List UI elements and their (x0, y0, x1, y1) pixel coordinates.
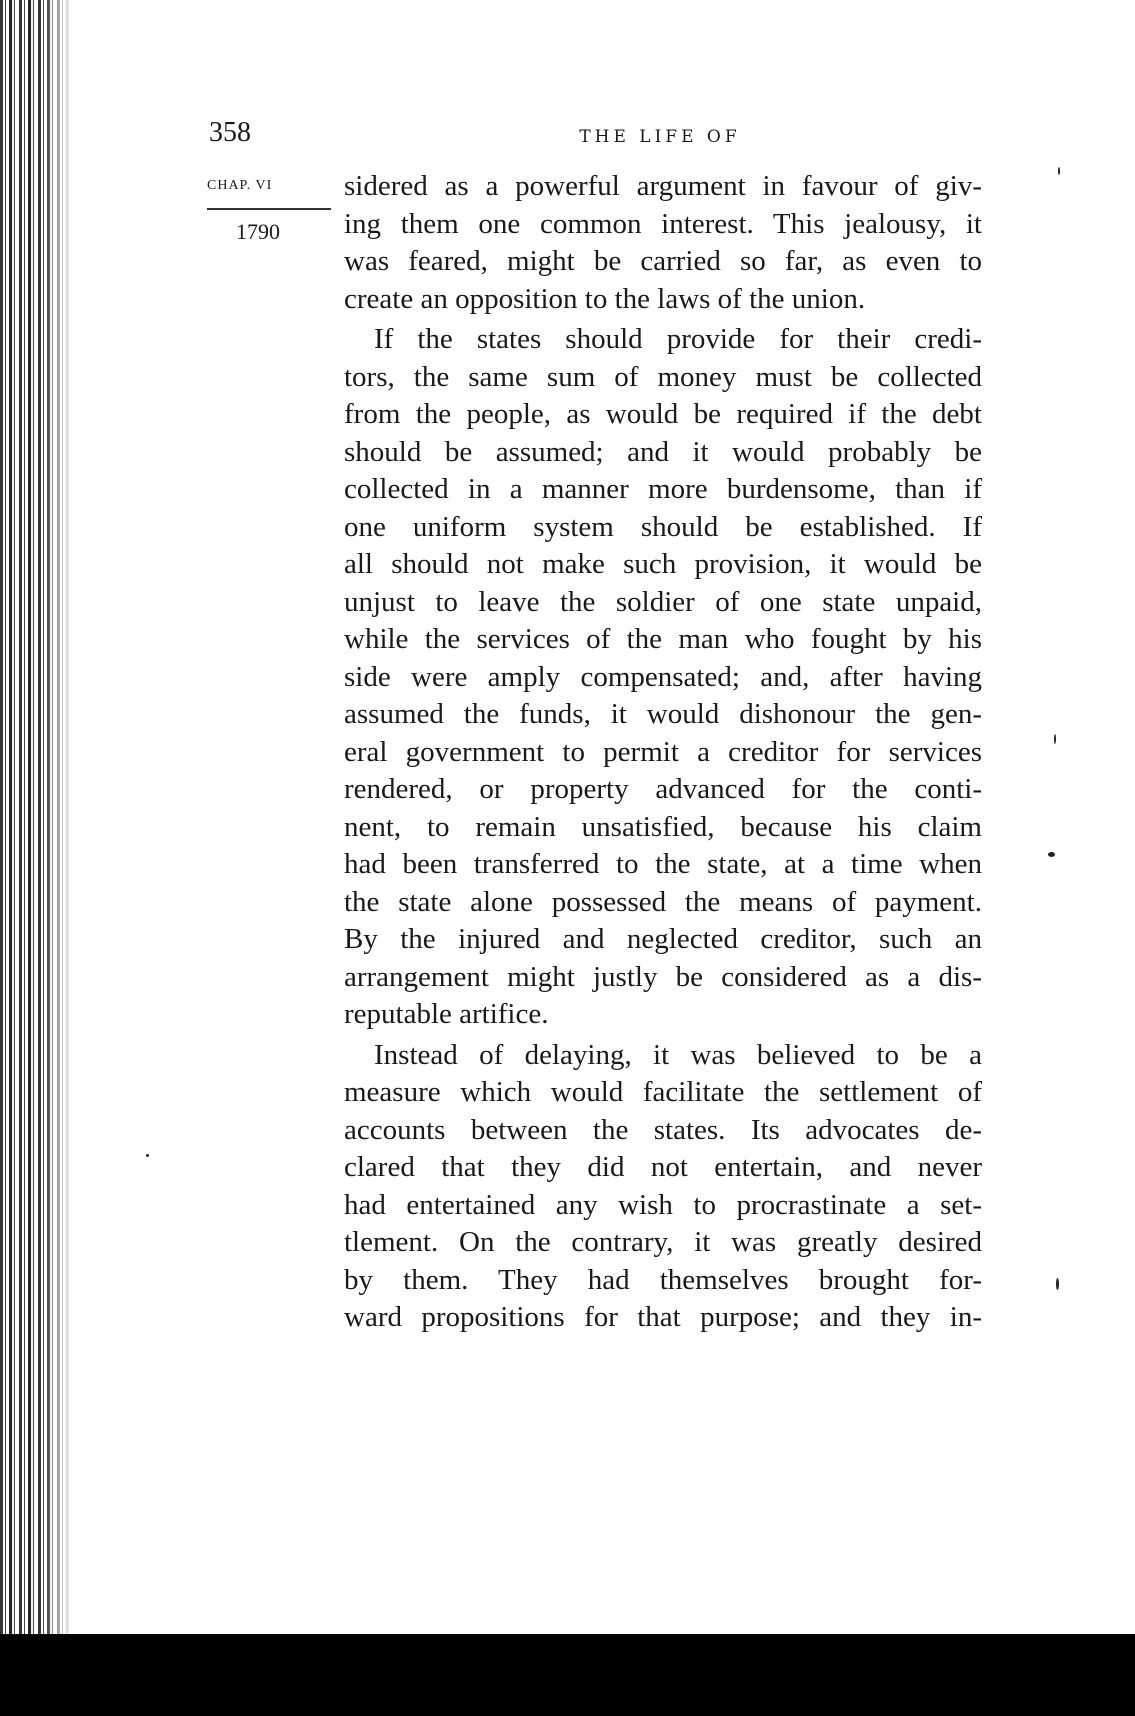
scan-bottom-band (0, 1634, 1135, 1716)
text-line: collected in a manner more burdensome, than if (344, 473, 982, 505)
binding-shadow (42, 0, 72, 1716)
text-line: Instead of delaying, it was believed to be a (374, 1038, 982, 1071)
text-line: the state alone possessed the means of payment. (344, 885, 982, 918)
text-line: one uniform system should be established. If (344, 510, 982, 543)
text-line: by them. They had themselves brought for- (344, 1263, 982, 1296)
text-line: nent, to remain unsatisfied, because his claim (344, 810, 982, 843)
text-line: was feared, might be carried so far, as even to (344, 245, 982, 277)
scan-speck (1056, 1278, 1059, 1290)
text-line: By the injured and neglected creditor, such an (344, 923, 982, 955)
text-line: assumed the funds, it would dishonour the gen- (344, 698, 982, 730)
text-line: sidered as a powerful argument in favour of giv- (344, 170, 982, 202)
text-line: ing them one common interest. This jealousy, it (344, 207, 982, 240)
paragraph-1 (344, 168, 982, 318)
margin-chapter-label: CHAP. VI (207, 178, 273, 193)
text-line: eral government to permit a creditor for services (344, 735, 982, 768)
text-line: side were amply compensated; and, after having (344, 660, 982, 693)
body-text (344, 168, 982, 1340)
scan-speck (1048, 852, 1055, 857)
text-line: had been transferred to the state, at a time when (344, 848, 982, 880)
text-line: measure which would facilitate the settlement of (344, 1076, 982, 1108)
paragraph-2 (344, 321, 982, 1034)
text-line: ward propositions for that purpose; and they in- (344, 1301, 982, 1333)
text-line: rendered, or property advanced for the conti- (344, 773, 982, 805)
text-line: from the people, as would be required if the debt (344, 398, 982, 430)
text-line: create an opposition to the laws of the union. (344, 282, 866, 315)
page-number: 358 (209, 117, 251, 148)
scan-speck (146, 1154, 149, 1157)
text-line: tors, the same sum of money must be collected (344, 360, 982, 393)
scan-speck (1054, 734, 1056, 744)
text-line: If the states should provide for their credi- (374, 323, 982, 355)
text-line: had entertained any wish to procrastinate a set- (344, 1188, 982, 1221)
text-line: clared that they did not entertain, and never (344, 1151, 982, 1183)
paragraph-3 (344, 1037, 982, 1337)
text-line: reputable artifice. (344, 998, 549, 1030)
margin-year: 1790 (236, 219, 280, 244)
text-line: accounts between the states. Its advocates de- (344, 1113, 982, 1146)
margin-divider (207, 208, 331, 210)
text-line: unjust to leave the soldier of one state unpaid, (344, 585, 982, 618)
text-line: all should not make such provision, it would be (344, 548, 982, 580)
text-line: arrangement might justly be considered as a dis- (344, 960, 982, 993)
text-line: while the services of the man who fought by his (344, 623, 982, 655)
text-line: should be assumed; and it would probably be (344, 435, 982, 468)
scan-speck (1058, 167, 1060, 175)
text-line: tlement. On the contrary, it was greatly desired (344, 1226, 982, 1258)
running-head: THE LIFE OF (579, 127, 741, 147)
